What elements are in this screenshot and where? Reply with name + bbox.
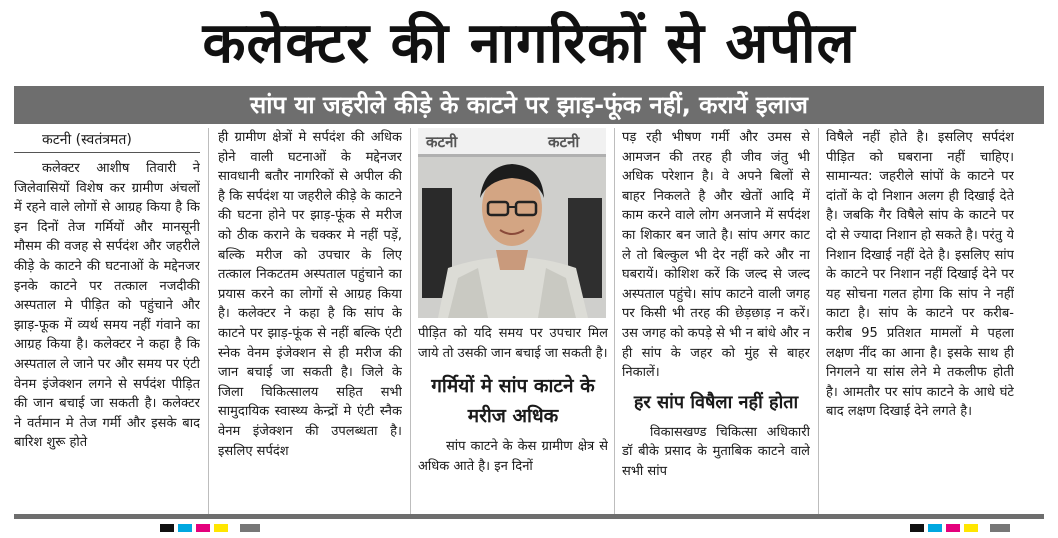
column-3-body: सांप काटने के केस ग्रामीण क्षेत्र से अधिक आते है। इन दिनों	[418, 439, 608, 474]
subheadline-banner: सांप या जहरीले कीड़े के काटने पर झाड़-फूंक नहीं, करायें इलाज	[14, 86, 1044, 124]
registration-mark	[160, 524, 174, 532]
column-1-text: कलेक्टर आशीष तिवारी ने जिलेवासियों विशेष कर ग्रामीण अंचलों में रहने वाले लोगों से आग्रह किया है कि इन दिनों तेज गर्मियों और मानसूनी मौसम की वजह से सर्पदंश और जहरीले कीड़े के काटने की घटनाओं के मद्देनजर इनके काटने पर तत्काल नजदीकी अस्पताल मे पीड़ित को पहुंचाने और झाड़-फूक में व्यर्थ समय नहीं गंवाने का आग्रह किया है। कलेक्टर ने कहा है कि अस्पताल ले जाने पर और समय पर एंटी वेनम इंजेक्शन लगने से सर्पदंश पीड़ित की जान बचाई जा सकती है। कलेक्टर ने वर्तमान मे तेज गर्मी और इसके बाद बारिश शुरू होते	[14, 161, 200, 451]
column-divider	[818, 128, 819, 514]
registration-mark	[990, 524, 1010, 532]
section-heading-summer: गर्मियों मे सांप काटने के मरीज अधिक	[431, 375, 595, 428]
headline: कलेक्टर की नागरिकों से अपील	[202, 11, 856, 76]
article-column-1	[14, 128, 200, 514]
photo-banner-text: कटनी	[426, 133, 458, 151]
collector-photo	[418, 128, 606, 318]
column-divider	[614, 128, 615, 514]
section-heading-not-all-venomous: हर सांप विषैला नहीं होता	[633, 391, 799, 413]
registration-mark	[214, 524, 228, 532]
registration-mark	[928, 524, 942, 532]
article-column-5	[826, 128, 1014, 514]
column-3-lead: पीड़ित को यदि समय पर उपचार मिल जाये तो उसकी जान बचाई जा सकती है।	[418, 326, 608, 361]
dateline: कटनी (स्वतंत्रमत)	[14, 128, 200, 153]
column-2-text: ही ग्रामीण क्षेत्रों मे सर्पदंश की अधिक होने वाली घटनाओं के मद्देनजर सावधानी बतौर नागरिकों से अपील की है कि सर्पदंश या जहरीले कीड़े के काटने की घटना होने पर झाड़-फूंक से मरीज को ठीक कराने के चक्कर मे नहीं पड़ें, बल्कि मरीज को उपचार के लिए तत्काल निकटतम अस्पताल पहुंचाने का प्रयास करने का लोगों से आग्रह किया है। कलेक्टर ने कहा है कि सांप के काटने पर झाड़-फूंक से नहीं बल्कि एंटी स्नेक वेनम इंजेक्शन से ही मरीज की जान बचाई जा सकती है। जिले के जिला चिकित्सालय सहित सभी सामुदायिक स्वास्थ्य केन्द्रों मे एंटी स्नैक वेनम इंजेक्शन की उपलब्धता है। इसलिए सर्पदंश	[218, 130, 402, 459]
article-column-3	[418, 324, 608, 514]
column-4-body: पड़ रही भीषण गर्मी और उमस से आमजन की तरह ही जीव जंतु भी अधिक परेशान है। वे अपने बिलों से बाहर निकलते है और खेतों आदि में काम करने वाले लोग अनजाने में सर्पदंश का शिकार बन जाते है। सांप अगर काट ले तो बिल्कुल भी देर नहीं करे और ना घबरायें। कोशिश करें कि जल्द से जल्द अस्पताल पहुंचे। सांप काटने वाली जगह पर किसी भी तरह की छेड़छाड़ न करें। उस जगह को कपड़े से भी न बांधे और न ही सांप के जहर को मुंह से बाहर निकालें।	[622, 130, 810, 381]
article-column-4	[622, 128, 810, 514]
print-registration-marks	[0, 522, 1058, 536]
article-column-2	[218, 128, 402, 514]
registration-mark	[946, 524, 960, 532]
column-divider	[208, 128, 209, 514]
registration-mark	[196, 524, 210, 532]
portrait-illustration	[418, 128, 606, 318]
registration-mark	[964, 524, 978, 532]
column-4-tail: विकासखण्ड चिकित्सा अधिकारी डॉ बीके प्रसाद के मुताबिक काटने वाले सभी सांप	[622, 424, 810, 479]
column-divider	[410, 128, 411, 514]
bottom-rule	[14, 514, 1044, 519]
registration-mark	[240, 524, 260, 532]
registration-mark	[178, 524, 192, 532]
registration-mark	[910, 524, 924, 532]
photo-banner-text-right: कटनी	[548, 133, 580, 151]
column-5-text: विषैले नहीं होते है। इसलिए सर्पदंश पीड़ित को घबराना नहीं चाहिए। सामान्यत: जहरीले सांपों के काटने पर दांतों के दो निशान अलग ही दिखाई देते है। जबकि गैर विषैले सांप के काटने पर दो से ज्यादा निशान हो सकते है। परंतु ये निशान दिखाई नहीं देते है। इसलिए सांप के काटने पर निशान नहीं दिखाई देने पर यह सोचना गलत होगा कि सांप ने नहीं काटा है। सांप के काटने पर करीब- करीब 95 प्रतिशत मामलों मे पहला लक्षण नींद का आना है। इसके साथ ही निगलने या सांस लेने मे तकलीफ होती है। आमतौर पर सांप काटने के आधे घंटे बाद लक्षण दिखाई देने लगते है।	[826, 130, 1014, 420]
